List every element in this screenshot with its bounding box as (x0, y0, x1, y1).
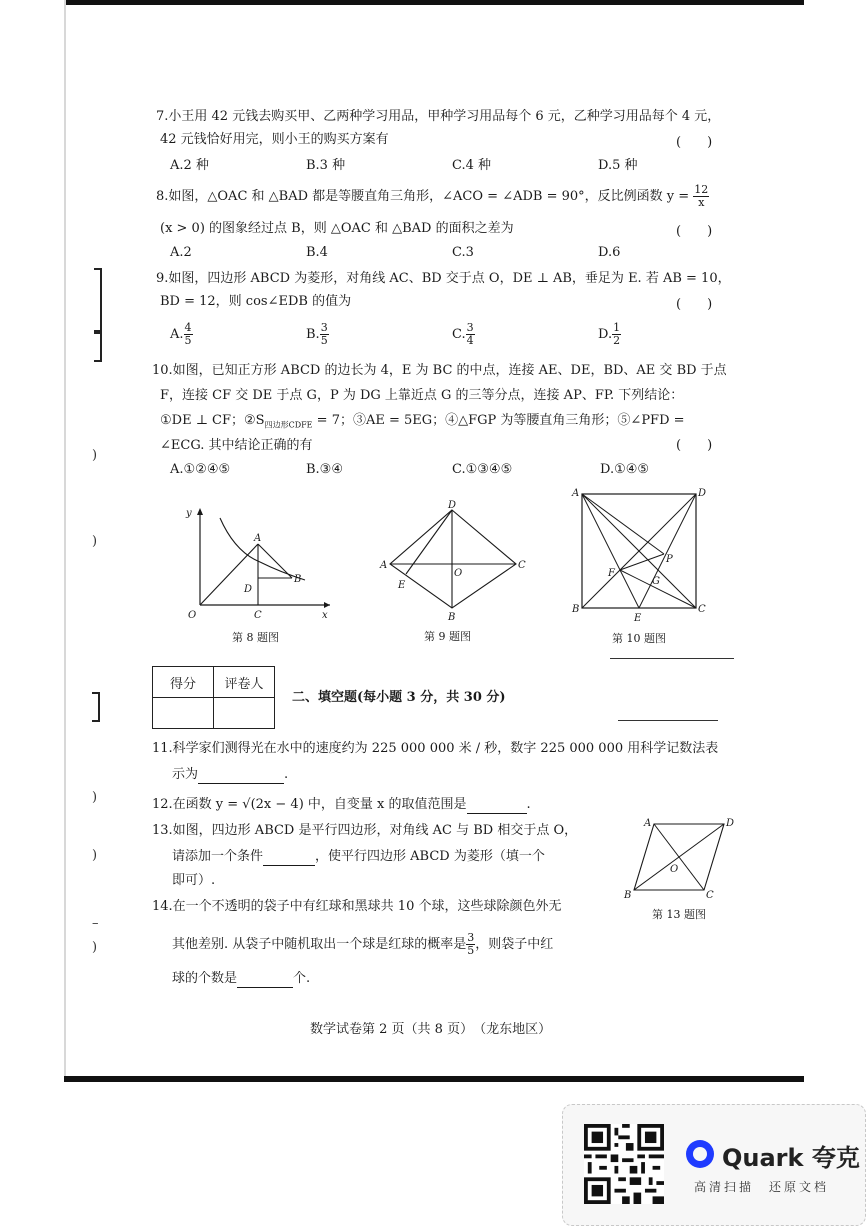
q8-answer-paren[interactable]: ( ) (676, 224, 713, 239)
figure-9-caption: 第 9 题图 (424, 630, 471, 643)
q7-option-c[interactable]: C.4 种 (452, 158, 492, 173)
q8-frac-den: x (698, 196, 705, 209)
q13-text: ，使平行四边形 ABCD 为菱形（填一个 (315, 849, 545, 864)
fig9-label-a: A (380, 560, 388, 571)
margin-bracket-1 (94, 268, 102, 334)
q14-text: 球的个数是 (172, 971, 238, 986)
frac-den: 5 (320, 334, 328, 347)
margin-rule (610, 658, 734, 659)
fig8-label-x: x (322, 610, 328, 621)
fig8-label-c: C (254, 610, 262, 621)
q10-answer-paren[interactable]: ( ) (676, 438, 713, 453)
q9-option-b[interactable] (306, 322, 329, 347)
q10-option-c[interactable]: C.①③④⑤ (452, 462, 513, 477)
q10-option-a[interactable]: A.①②④⑤ (170, 462, 231, 477)
figure-8-caption: 第 8 题图 (232, 631, 279, 644)
q13-line3: 即可）. (172, 873, 216, 888)
q8-frac-num: 12 (694, 183, 709, 196)
q7-line2: 42 元钱恰好用完，则小王的购买方案有 (160, 132, 389, 147)
figure-10-caption: 第 10 题图 (612, 632, 666, 645)
q8-option-d[interactable]: D.6 (598, 245, 621, 260)
fig9-label-d: D (448, 500, 457, 511)
q11-text: 示为 (172, 767, 199, 782)
q13-text: 请添加一个条件 (172, 849, 264, 864)
q9-option-label: D. (598, 327, 613, 342)
q12-answer-blank[interactable] (467, 800, 527, 814)
q12-text: . (526, 797, 531, 812)
frac-den: 2 (613, 334, 621, 347)
q9-option-frac (612, 322, 621, 347)
q8-option-c[interactable]: C.3 (452, 245, 474, 260)
margin-mark: ) (92, 790, 98, 805)
margin-rule (618, 720, 718, 721)
segment-ap (582, 494, 664, 554)
bottom-border (64, 1076, 804, 1082)
frac-den: 4 (466, 334, 474, 347)
quark-brand: Quark 夸克 (722, 1144, 860, 1172)
grader-cell[interactable] (214, 698, 275, 729)
segment-de (639, 494, 696, 608)
margin-mark: – (92, 916, 99, 931)
grader-header: 评卷人 (214, 667, 275, 698)
q8-line1 (156, 184, 709, 209)
q9-answer-paren[interactable]: ( ) (676, 297, 713, 312)
fig10-label-f: F (608, 568, 615, 579)
top-border (64, 0, 804, 5)
q10-line1: 10.如图，已知正方形 ABCD 的边长为 4，E 为 BC 的中点，连接 AE、DE，BD、AE 交 BD 于点 (152, 363, 727, 378)
q14-answer-blank[interactable] (237, 974, 293, 988)
q10-text: ①DE ⊥ CF；②S (160, 413, 265, 428)
margin-mark: ) (92, 534, 98, 549)
q14-line1: 14.在一个不透明的袋子中有红球和黑球共 10 个球，这些球除颜色外无 (152, 899, 562, 914)
fig9-label-c: C (518, 560, 526, 571)
x-axis-arrow (324, 602, 330, 608)
q9-option-d[interactable] (598, 322, 621, 347)
segment-ab (258, 544, 292, 578)
figure-13-diagram (620, 812, 740, 904)
q10-option-d[interactable]: D.①④⑤ (600, 462, 650, 477)
margin-bracket-3 (92, 692, 100, 722)
q14-line2 (172, 932, 553, 957)
frac-num: 1 (613, 321, 621, 334)
q11-text: . (284, 767, 289, 782)
fig10-label-a: A (572, 488, 580, 499)
fig8-label-d: D (244, 584, 253, 595)
margin-bracket-2 (94, 330, 102, 362)
fig8-label-a: A (254, 533, 262, 544)
fig13-label-b: B (624, 890, 632, 901)
fig8-label-o: O (188, 610, 197, 621)
q8-option-a[interactable]: A.2 (170, 245, 192, 260)
q9-option-frac (466, 322, 475, 347)
fig9-label-b: B (448, 612, 456, 623)
q9-option-label: C. (452, 327, 466, 342)
q12-text: 12.在函数 y = √(2x − 4) 中，自变量 x 的取值范围是 (152, 797, 467, 812)
q13-line1: 13.如图，四边形 ABCD 是平行四边形，对角线 AC 与 BD 相交于点 O， (152, 823, 578, 838)
fig10-label-e: E (634, 613, 642, 624)
rhombus-abcd (390, 510, 516, 608)
q9-line2: BD = 12，则 cos∠EDB 的值为 (160, 294, 352, 309)
q14-text: 其他差别. 从袋子中随机取出一个球是红球的概率是 (172, 937, 467, 952)
q7-option-b[interactable]: B.3 种 (306, 158, 346, 173)
margin-mark: ) (92, 848, 98, 863)
score-table (152, 666, 275, 729)
q10-line2: F，连接 CF 交 DE 于点 G，P 为 DG 上靠近点 G 的三等分点，连接 AP、FP. 下列结论： (160, 388, 684, 403)
fig8-label-y: y (186, 508, 192, 519)
fig10-label-p: P (666, 554, 673, 565)
score-cell[interactable] (153, 698, 214, 729)
fig13-label-o: O (670, 864, 679, 875)
left-page-edge (64, 0, 66, 1080)
fig10-label-d: D (698, 488, 707, 499)
score-header: 得分 (153, 667, 214, 698)
q8-text: 8.如图，△OAC 和 △BAD 都是等腰直角三角形，∠ACO = ∠ADB = 90°，反比例函数 y = (156, 189, 694, 204)
q14-line3 (172, 970, 310, 988)
frac-num: 3 (466, 321, 474, 334)
frac-den: 5 (184, 334, 192, 347)
q7-line1: 7.小王用 42 元钱去购买甲、乙两种学习用品，甲种学习用品每个 6 元，乙种学习用品每个 4 元， (156, 109, 721, 124)
q9-option-frac (320, 322, 329, 347)
q7-answer-paren[interactable]: ( ) (676, 135, 713, 150)
q10-line4: ∠ECG. 其中结论正确的有 (160, 438, 313, 453)
figure-10-diagram (570, 484, 710, 624)
q7-option-a[interactable]: A.2 种 (170, 158, 209, 173)
fig8-label-b: B (294, 574, 302, 585)
q14-frac-num: 3 (467, 931, 475, 944)
diagonal-bd (634, 824, 724, 890)
q7-option-d[interactable]: D.5 种 (598, 158, 638, 173)
qr-code-icon (584, 1124, 664, 1204)
q10-line3 (160, 412, 685, 435)
q11-line1: 11.科学家们测得光在水中的速度约为 225 000 000 米 / 秒，数字 225 000 000 用科学记数法表 (152, 741, 719, 756)
q10-subscript: 四边形CDFE (264, 420, 313, 430)
fig10-label-c: C (698, 604, 706, 615)
fig9-label-e: E (398, 580, 406, 591)
frac-num: 3 (320, 321, 328, 334)
q11-line2 (172, 766, 288, 784)
section-2-title: 二、填空题(每小题 3 分，共 30 分) (292, 690, 506, 705)
q9-option-a[interactable] (170, 322, 193, 347)
quark-logo-icon (686, 1140, 714, 1168)
segment-oa (200, 544, 258, 605)
q13-answer-blank[interactable] (263, 852, 315, 866)
q12-line (152, 796, 531, 814)
q9-option-c[interactable] (452, 322, 475, 347)
q8-option-b[interactable]: B.4 (306, 245, 328, 260)
quark-subtitle: 高清扫描 还原文档 (694, 1180, 830, 1194)
q8-line2: (x > 0) 的图象经过点 B，则 △OAC 和 △BAD 的面积之差为 (160, 221, 514, 236)
fig10-label-g: G (652, 576, 660, 587)
figure-9-diagram (376, 498, 526, 623)
y-axis-arrow (197, 508, 203, 515)
margin-mark: ) (92, 448, 98, 463)
figure-8-diagram (180, 500, 340, 625)
q9-option-label: A. (170, 327, 184, 342)
fig10-label-b: B (572, 604, 580, 615)
q9-line1: 9.如图，四边形 ABCD 为菱形，对角线 AC、BD 交于点 O，DE ⊥ AB，垂足为 E. 若 AB = 10， (156, 271, 731, 286)
fig13-label-a: A (644, 818, 652, 829)
q10-option-b[interactable]: B.③④ (306, 462, 343, 477)
segment-ae (582, 494, 639, 608)
figure-13-caption: 第 13 题图 (652, 908, 706, 921)
frac-num: 4 (184, 321, 192, 334)
fig13-label-d: D (726, 818, 735, 829)
q8-fraction (693, 184, 709, 209)
fig13-label-c: C (706, 890, 714, 901)
q9-option-frac (184, 322, 193, 347)
q14-text: 个. (293, 971, 311, 986)
margin-mark: ) (92, 940, 98, 955)
segment-fp (620, 554, 664, 570)
q9-option-label: B. (306, 327, 320, 342)
q13-line2 (172, 848, 545, 866)
q10-text: = 7；③AE = 5EG；④△FGP 为等腰直角三角形；⑤∠PFD = (312, 413, 685, 428)
q11-answer-blank[interactable] (198, 770, 284, 784)
q14-text: ，则袋子中红 (475, 937, 554, 952)
q14-frac-den: 5 (467, 944, 475, 957)
page-footer: 数学试卷第 2 页（共 8 页） （龙东地区） (310, 1022, 552, 1037)
q14-fraction (466, 932, 475, 957)
fig9-label-o: O (454, 568, 463, 579)
